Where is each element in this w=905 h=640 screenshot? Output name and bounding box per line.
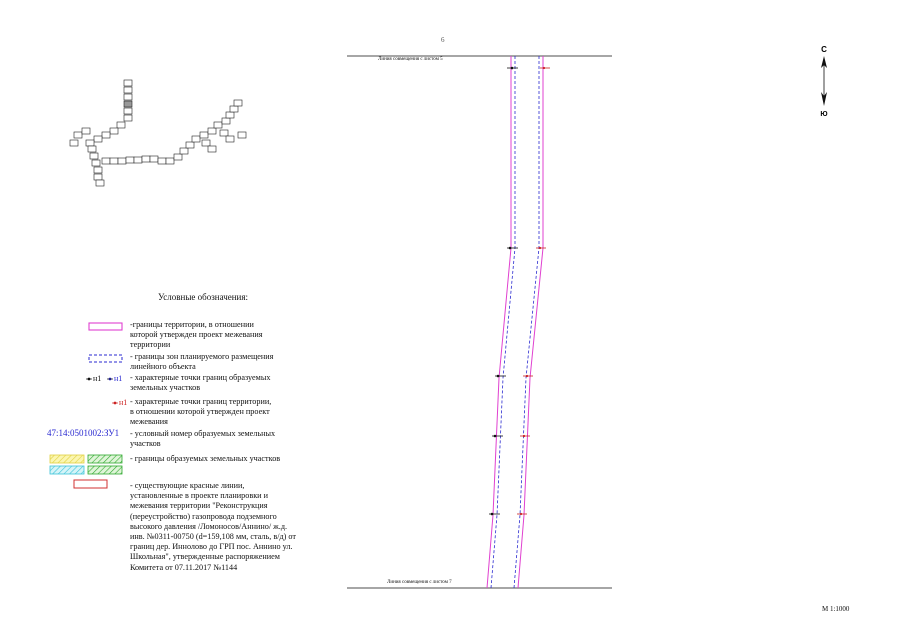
legend-point-label-red: н1 (119, 398, 128, 407)
legend-red-line-symbol (74, 480, 107, 488)
legend-parcel-number-sample: 47:14:0501002:ЗУ1 (47, 428, 120, 438)
legend-point-label-black: н1 (93, 374, 102, 383)
legend-item-territory-text: -границы территории, в отношении которой утвержден проект межевания территории (130, 320, 263, 350)
compass-south-label: Ю (820, 111, 828, 118)
legend-territory-symbol (89, 323, 122, 330)
legend-item-parcel-boundary-text: - границы образуемых земельных участков (130, 454, 281, 463)
legend-item-parcel-number-text: - условный номер образуемых земельных участков (130, 429, 276, 449)
legend-item-red-lines-text: - существующие красные линии, установленные в проекте планировки и межевания территории "Реконструкция (переустройство) газопровода подземного высокого давления /Ломоносов/Аннино/ ж.д. инв. №0311-00750 (d=159,108 мм, сталь, в/д) от границ дер. Иннолово до ГРП пос. Аннино ул. Школьная", утвержденные распоряжением Комитета от 07.11.2017 №1144 (130, 481, 296, 572)
boundary-points (489, 68, 550, 514)
legend-item-zone-text: - границы зон планируемого размещения линейного объекта (130, 352, 274, 372)
legend-item-territory-points-text: - характерные точки границ территории, в отношении которой утвержден проект межевания (130, 397, 272, 427)
legend-point-label-blue: н1 (114, 374, 123, 383)
legend-zone-symbol (89, 355, 122, 362)
legend-title: Условные обозначения: (158, 292, 249, 302)
territory-boundary-left (487, 56, 511, 588)
scale-label: М 1:1000 (822, 605, 850, 613)
legend-parcel-symbols (50, 455, 122, 474)
bottom-match-line-label: Линия совмещения с листом 7 (387, 580, 452, 585)
compass-north-label: С (821, 45, 827, 54)
legend-item-parcel-points-text: - характерные точки границ образуемых земельных участков (130, 373, 271, 393)
territory-boundary-right (518, 56, 543, 588)
page-number: 6 (441, 36, 445, 44)
top-match-line-label: Линия совмещения с листом 5 (378, 57, 443, 62)
